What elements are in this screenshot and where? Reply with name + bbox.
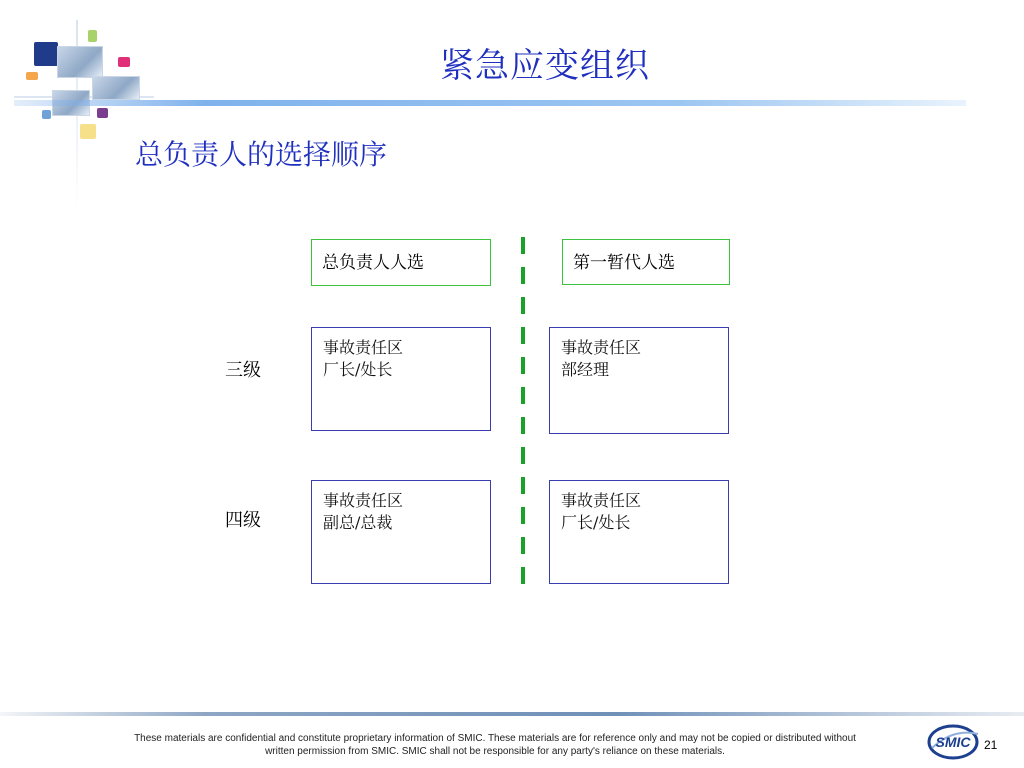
level-4-primary-box [311, 480, 491, 584]
box-line: 厂长/处长 [561, 513, 631, 532]
green-square [88, 30, 97, 42]
primary-candidate-header-label: 总负责人人选 [322, 253, 424, 273]
slide-subtitle: 总负责人的选择顺序 [135, 138, 388, 171]
level-3-primary-box [311, 327, 491, 431]
box-line: 厂长/处长 [323, 360, 393, 379]
slide-title: 紧急应变组织 [440, 46, 650, 86]
box-line: 事故责任区 [323, 491, 404, 510]
box-line: 事故责任区 [323, 338, 404, 357]
box-line: 事故责任区 [561, 491, 642, 510]
collage-photo [92, 76, 140, 100]
primary-candidate-header [311, 239, 491, 286]
blue-square [42, 110, 51, 119]
confidentiality-line-1: These materials are confidential and constitute proprietary information of SMIC. These materials are for reference only and may not be copied or distributed without [134, 733, 856, 744]
box-line: 副总/总裁 [323, 513, 393, 532]
level-label-3: 三级 [225, 360, 261, 381]
alternate-candidate-header-label: 第一暂代人选 [573, 253, 675, 273]
box-line: 事故责任区 [561, 338, 642, 357]
level-3-alternate-box [549, 327, 729, 434]
navy-square [34, 42, 58, 66]
alternate-candidate-header [562, 239, 730, 285]
yellow-square [80, 124, 96, 139]
column-divider [521, 237, 525, 585]
confidentiality-notice [80, 732, 910, 758]
orange-square [26, 72, 38, 80]
footer-rule [0, 712, 1024, 716]
smic-logo [926, 722, 984, 762]
purple-square [97, 108, 108, 118]
pink-square [118, 57, 130, 67]
box-line: 部经理 [561, 360, 610, 379]
confidentiality-line-2: written permission from SMIC. SMIC shall not be responsible for any party's reliance on these materials. [265, 746, 725, 757]
page-number: 21 [984, 738, 998, 752]
level-4-alternate-box [549, 480, 729, 584]
level-label-4: 四级 [225, 510, 261, 531]
title-underline [14, 100, 966, 106]
collage-photo [57, 46, 103, 78]
smic-logo-text: SMIC [935, 734, 971, 750]
